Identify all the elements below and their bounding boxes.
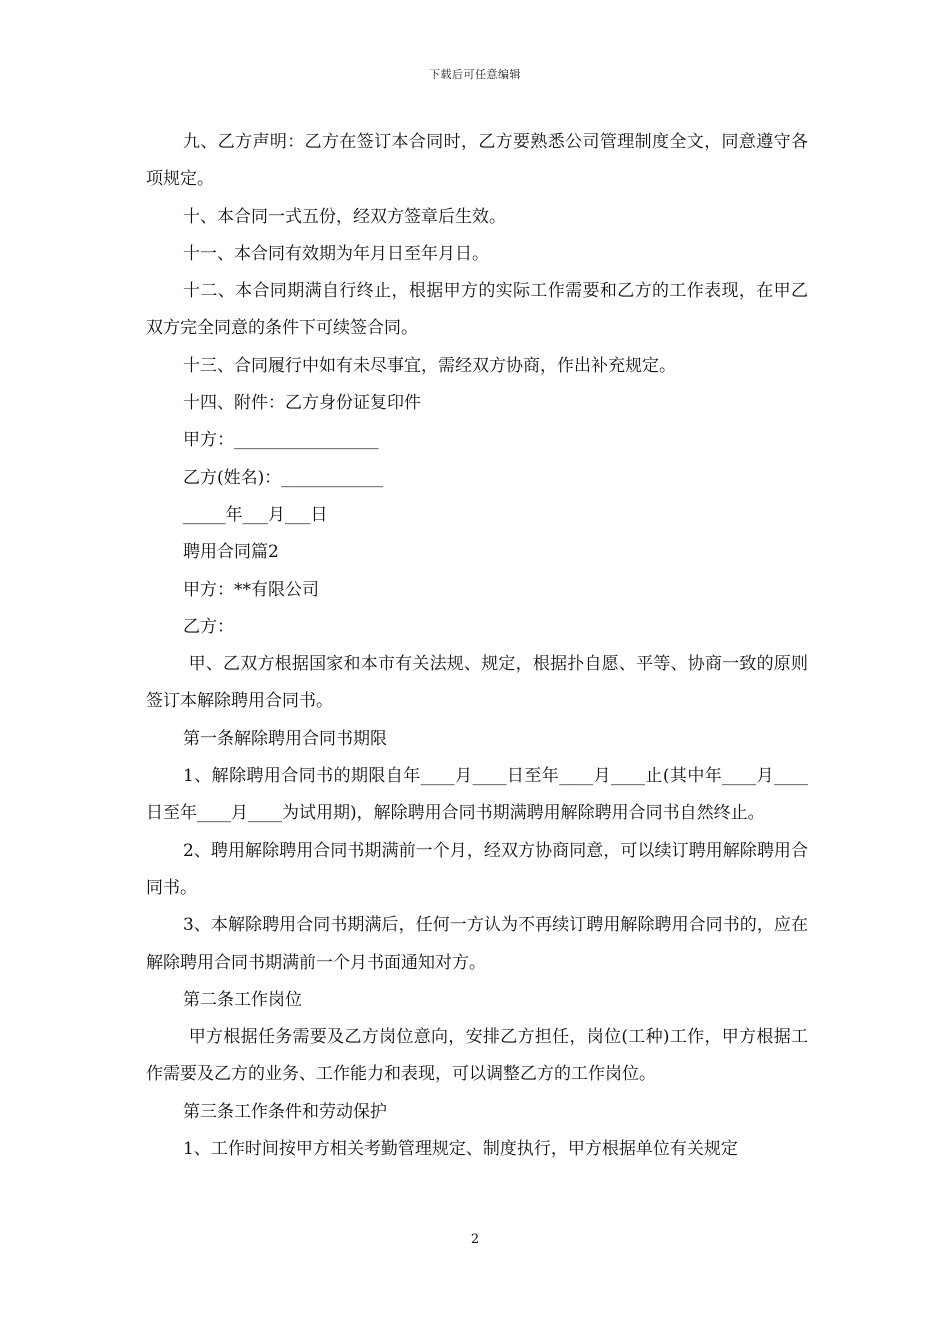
paragraph: 乙方(姓名)：____________ (183, 467, 384, 488)
paragraph: 2、聘用解除聘用合同书期满前一个月，经双方协商同意，可以续订聘用解除聘用合同书。 (146, 840, 808, 898)
paragraph: 甲方根据任务需要及乙方岗位意向，安排乙方担任，岗位(工种)工作，甲方根据工作需要及乙方的业务、工作能力和表现，可以调整乙方的工作岗位。 (146, 1027, 809, 1085)
paragraph: 十一、本合同有效期为年月日至年月日。 (183, 243, 489, 264)
page-number: 2 (470, 1232, 480, 1247)
paragraph: 十二、本合同期满自行终止，根据甲方的实际工作需要和乙方的工作表现，在甲乙双方完全同意的条件下可续签合同。 (146, 281, 808, 339)
paragraph: 3、本解除聘用合同书期满后，任何一方认为不再续订聘用解除聘用合同书的，应在解除聘用合同书期满前一个月书面通知对方。 (146, 915, 808, 973)
paragraph: 1、解除聘用合同书的期限自年____月____日至年____月____止(其中年____月____日至年____月____为试用期)，解除聘用合同书期满聘用解除聘用合同书自然终止。 (146, 766, 808, 824)
paragraph: 1、工作时间按甲方相关考勤管理规定、制度执行，甲方根据单位有关规定 (183, 1139, 738, 1160)
paragraph: 甲方：**有限公司 (183, 579, 319, 600)
paragraph: 十三、合同履行中如有未尽事宜，需经双方协商，作出补充规定。 (183, 355, 676, 376)
paragraph: 十四、附件：乙方身份证复印件 (183, 393, 421, 414)
paragraph: 第一条解除聘用合同书期限 (183, 728, 387, 749)
paragraph: 乙方： (183, 616, 234, 637)
page-header-note: 下载后可任意编辑 (429, 68, 521, 81)
paragraph: 第二条工作岗位 (183, 989, 302, 1010)
paragraph: 第三条工作条件和劳动保护 (183, 1101, 387, 1122)
paragraph: 十、本合同一式五份，经双方签章后生效。 (183, 206, 506, 227)
document-body (146, 124, 808, 1168)
paragraph: 甲方：_________________ (183, 430, 379, 451)
paragraph: 甲、乙双方根据国家和本市有关法规、规定，根据扑自愿、平等、协商一致的原则签订本解除聘用合同书。 (146, 654, 809, 712)
paragraph: _____年___月___日 (183, 504, 328, 525)
paragraph: 聘用合同篇2 (183, 542, 279, 563)
paragraph: 九、乙方声明：乙方在签订本合同时，乙方要熟悉公司管理制度全文，同意遵守各项规定。 (146, 132, 808, 190)
